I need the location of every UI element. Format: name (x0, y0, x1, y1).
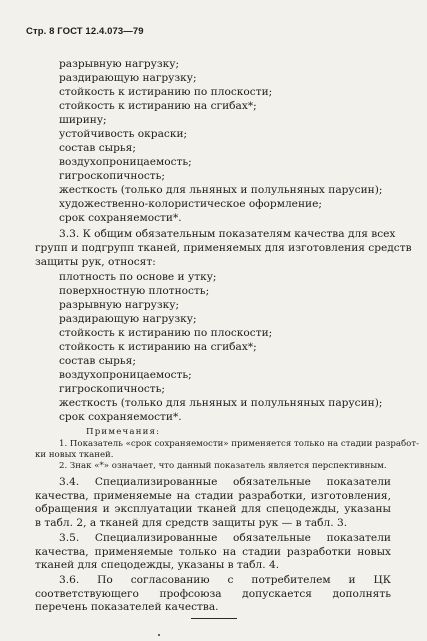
list-item: раздирающую нагрузку; (59, 313, 197, 325)
paragraph-3-5: 3.5. Специализированные обязательные показатели качества, применяемые только на стадии разработки новых тканей для спецодежды, указаны в табл. 4. (35, 532, 391, 572)
note-2: 2. Знак «*» означает, что данный показатель является перспективным. (59, 461, 387, 471)
list-item: воздухопроницаемость; (59, 156, 192, 168)
notes-title: Примечания: (86, 427, 161, 437)
list-item: художественно-колористическое оформление; (59, 198, 322, 210)
page-header: Стр. 8 ГОСТ 12.4.073—79 (26, 26, 144, 37)
list-item: устойчивость окраски; (59, 128, 188, 140)
list-item: стойкость к истиранию по плоскости; (59, 327, 273, 339)
section-3-3-line: 3.3. К общим обязательным показателям качества для всех (59, 228, 396, 240)
list-item: состав сырья; (59, 355, 136, 367)
list-item: состав сырья; (59, 142, 136, 154)
section-3-3-line: защиты рук, относят: (35, 256, 156, 268)
list-item: воздухопроницаемость; (59, 369, 192, 381)
paragraph-3-4: 3.4. Специализированные обязательные показатели качества, применяемые на стадии разработки, изготовления, обращения и эксплуатации тканей для спецодежды, указаны в табл. 2, а тканей для средств защиты рук — в табл. 3. (35, 476, 391, 529)
section-3-3-line: групп и подгрупп тканей, применяемых для изготовления средств (35, 242, 412, 254)
page-mark (158, 634, 160, 636)
end-divider (191, 618, 237, 619)
list-item: гигроскопичность; (59, 383, 165, 395)
list-item: срок сохраняемости*. (59, 411, 182, 423)
list-item: разрывную нагрузку; (59, 58, 180, 70)
list-item: разрывную нагрузку; (59, 299, 180, 311)
list-item: стойкость к истиранию на сгибах*; (59, 100, 257, 112)
paragraph-3-6: 3.6. По согласованию с потребителем и ЦК соответствующего профсоюза допускается дополнять перечень показателей качества. (35, 574, 391, 614)
list-item: срок сохраняемости*. (59, 212, 182, 224)
list-item: стойкость к истиранию на сгибах*; (59, 341, 257, 353)
list-item: жесткость (только для льняных и полульняных парусин); (59, 397, 383, 409)
list-item: гигроскопичность; (59, 170, 165, 182)
list-item: стойкость к истиранию по плоскости; (59, 86, 273, 98)
list-item: плотность по основе и утку; (59, 271, 217, 283)
list-item: поверхностную плотность; (59, 285, 210, 297)
list-item: жесткость (только для льняных и полульняных парусин); (59, 184, 383, 196)
list-item: раздирающую нагрузку; (59, 72, 197, 84)
note-1: 1. Показатель «срок сохраняемости» применяется только на стадии разработ- (59, 439, 420, 449)
note-1-continuation: ки новых тканей. (35, 450, 114, 460)
list-item: ширину; (59, 114, 107, 126)
